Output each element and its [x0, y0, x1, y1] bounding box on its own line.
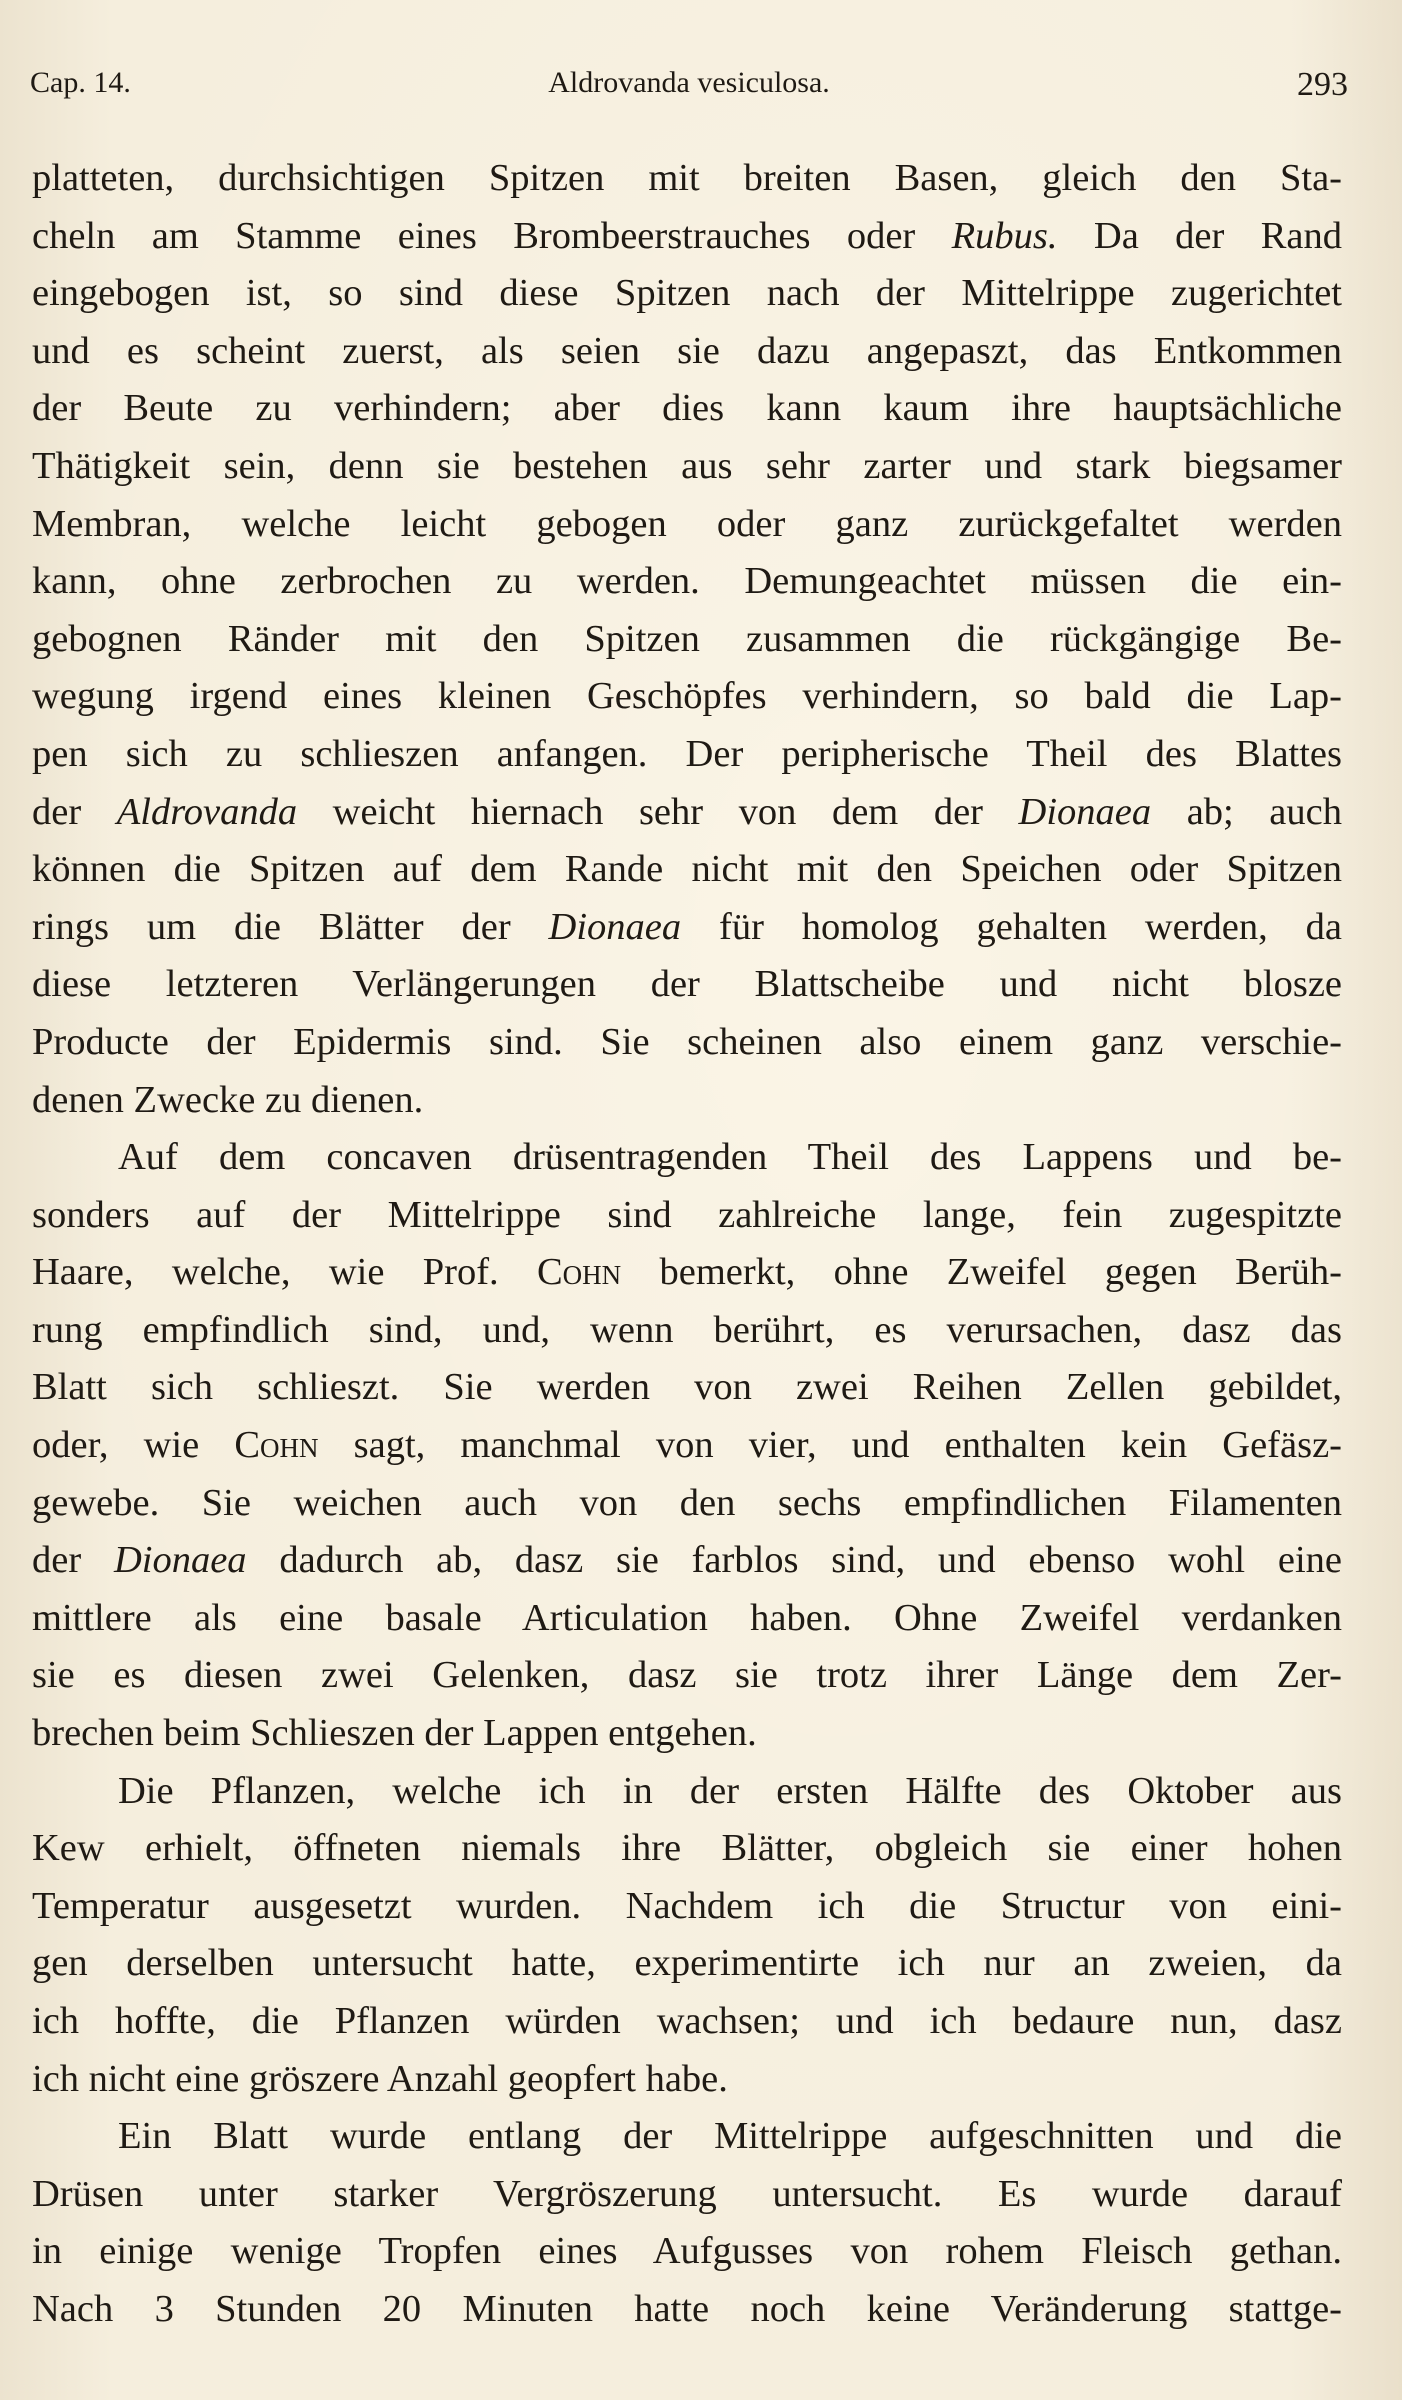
text-line	[32, 2223, 1342, 2281]
text-run: denen Zwecke zu dienen.	[32, 1078, 424, 1121]
text-run: rings um die Blätter der	[32, 905, 549, 948]
text-line	[32, 1647, 1342, 1705]
text-run: Auf dem concaven drüsentragenden Theil des Lappens und be-	[118, 1136, 1342, 1179]
author-name: Cohn	[234, 1424, 319, 1467]
text-run: Da der Rand	[1057, 214, 1342, 257]
text-line	[32, 1417, 1342, 1475]
text-run: bemerkt, ohne Zweifel gegen Berüh-	[621, 1251, 1342, 1294]
text-line	[32, 1820, 1342, 1878]
text-line	[32, 899, 1342, 957]
running-title: Aldrovanda vesiculosa.	[548, 66, 830, 99]
text-run: und es scheint zuerst, als seien sie dazu angepaszt, das Entkommen	[32, 329, 1342, 372]
text-run: gen derselben untersucht hatte, experimentirte ich nur an zweien, da	[32, 1942, 1342, 1985]
text-line	[32, 1244, 1342, 1302]
text-line	[32, 1878, 1342, 1936]
text-line	[32, 2108, 1342, 2166]
text-run: Drüsen unter starker Vergröszerung untersucht. Es wurde darauf	[32, 2172, 1342, 2215]
text-run: Producte der Epidermis sind. Sie scheinen also einem ganz verschie-	[32, 1020, 1342, 1063]
text-run: sie es diesen zwei Gelenken, dasz sie trotz ihrer Länge dem Zer-	[32, 1654, 1342, 1697]
text-run: Ein Blatt wurde entlang der Mittelrippe aufgeschnitten und die	[118, 2115, 1342, 2158]
text-run: der	[32, 1539, 114, 1582]
text-line	[32, 496, 1342, 554]
text-run: ab; auch	[1151, 790, 1342, 833]
italic-term: Dionaea	[1018, 790, 1152, 833]
text-run: diese letzteren Verlängerungen der Blattscheibe und nicht blosze	[32, 963, 1342, 1006]
text-line	[32, 611, 1342, 669]
text-run: für homolog gehalten werden, da	[681, 905, 1342, 948]
text-line	[32, 1014, 1342, 1072]
text-line	[32, 1763, 1342, 1821]
text-line	[32, 1359, 1342, 1417]
text-run: Kew erhielt, öffneten niemals ihre Blätter, obgleich sie einer hohen	[32, 1827, 1342, 1870]
text-run: mittlere als eine basale Articulation haben. Ohne Zweifel verdanken	[32, 1596, 1342, 1639]
text-line	[32, 1993, 1342, 2051]
text-line	[32, 1532, 1342, 1590]
text-run: pen sich zu schlieszen anfangen. Der peripherische Theil des Blattes	[32, 732, 1342, 775]
text-line	[32, 1475, 1342, 1533]
text-line	[32, 956, 1342, 1014]
text-line	[32, 726, 1342, 784]
text-line	[32, 150, 1342, 208]
text-line	[32, 380, 1342, 438]
text-line	[32, 2281, 1342, 2339]
text-line	[32, 265, 1342, 323]
text-run: der Beute zu verhindern; aber dies kann kaum ihre hauptsächliche	[32, 387, 1342, 430]
text-line	[32, 841, 1342, 899]
text-run: Thätigkeit sein, denn sie bestehen aus sehr zarter und stark biegsamer	[32, 444, 1342, 487]
text-run: ich hoffte, die Pflanzen würden wachsen; und ich bedaure nun, dasz	[32, 2000, 1342, 2042]
italic-term: Dionaea	[113, 1539, 247, 1582]
text-run: rung empfindlich sind, und, wenn berührt, es verursachen, dasz das	[32, 1308, 1342, 1351]
text-run: platteten, durchsichtigen Spitzen mit breiten Basen, gleich den Sta-	[32, 157, 1342, 199]
text-run: dadurch ab, dasz sie farblos sind, und ebenso wohl eine	[246, 1539, 1342, 1582]
text-line	[32, 323, 1342, 381]
text-line	[32, 1705, 1342, 1763]
text-line	[32, 784, 1342, 842]
italic-term: Aldrovanda	[116, 790, 298, 833]
author-name: Cohn	[537, 1251, 622, 1294]
text-line	[32, 553, 1342, 611]
text-line	[32, 2051, 1342, 2109]
text-line	[32, 1590, 1342, 1648]
text-line	[32, 438, 1342, 496]
text-line	[32, 1129, 1342, 1187]
text-run: gewebe. Sie weichen auch von den sechs empfindlichen Filamenten	[32, 1481, 1342, 1524]
text-run: ich nicht eine gröszere Anzahl geopfert habe.	[32, 2057, 728, 2100]
text-run: Nach 3 Stunden 20 Minuten hatte noch keine Veränderung stattge-	[32, 2287, 1342, 2330]
text-line	[32, 668, 1342, 726]
text-run: der	[32, 790, 117, 833]
text-run: cheln am Stamme eines Brombeerstrauches oder	[32, 214, 952, 257]
text-line	[32, 1935, 1342, 1993]
italic-term: Dionaea	[548, 905, 682, 948]
text-run: Blatt sich schlieszt. Sie werden von zwei Reihen Zellen gebildet,	[32, 1366, 1342, 1409]
text-run: in einige wenige Tropfen eines Aufgusses von rohem Fleisch gethan.	[32, 2230, 1342, 2273]
text-line	[32, 1187, 1342, 1245]
chapter-label: Cap. 14.	[30, 66, 131, 99]
text-line	[32, 1302, 1342, 1360]
body-text	[32, 150, 1342, 2339]
text-line	[32, 1072, 1342, 1130]
italic-term: Rubus.	[951, 214, 1058, 257]
text-run: Temperatur ausgesetzt wurden. Nachdem ich die Structur von eini-	[32, 1884, 1342, 1927]
text-run: Haare, welche, wie Prof.	[32, 1251, 537, 1294]
text-run: Die Pflanzen, welche ich in der ersten Hälfte des Oktober aus	[118, 1769, 1342, 1812]
text-run: sonders auf der Mittelrippe sind zahlreiche lange, fein zugespitzte	[32, 1193, 1342, 1236]
text-run: weicht hiernach sehr von dem der	[297, 790, 1019, 833]
text-run: können die Spitzen auf dem Rande nicht mit den Speichen oder Spitzen	[32, 848, 1342, 891]
text-run: wegung irgend eines kleinen Geschöpfes verhindern, so bald die Lap-	[32, 675, 1342, 718]
text-line	[32, 208, 1342, 266]
text-run: Membran, welche leicht gebogen oder ganz zurückgefaltet werden	[32, 502, 1342, 545]
running-head	[30, 66, 1348, 116]
text-run: kann, ohne zerbrochen zu werden. Demungeachtet müssen die ein-	[32, 560, 1342, 603]
text-line	[32, 2166, 1342, 2224]
text-run: oder, wie	[32, 1424, 235, 1467]
text-run: brechen beim Schlieszen der Lappen entgehen.	[32, 1712, 757, 1755]
page-number: 293	[1297, 66, 1348, 103]
text-run: gebognen Ränder mit den Spitzen zusammen die rückgängige Be-	[32, 617, 1342, 660]
text-run: eingebogen ist, so sind diese Spitzen nach der Mittelrippe zugerichtet	[32, 272, 1342, 315]
text-run: sagt, manchmal von vier, und enthalten kein Gefäsz-	[318, 1424, 1342, 1467]
